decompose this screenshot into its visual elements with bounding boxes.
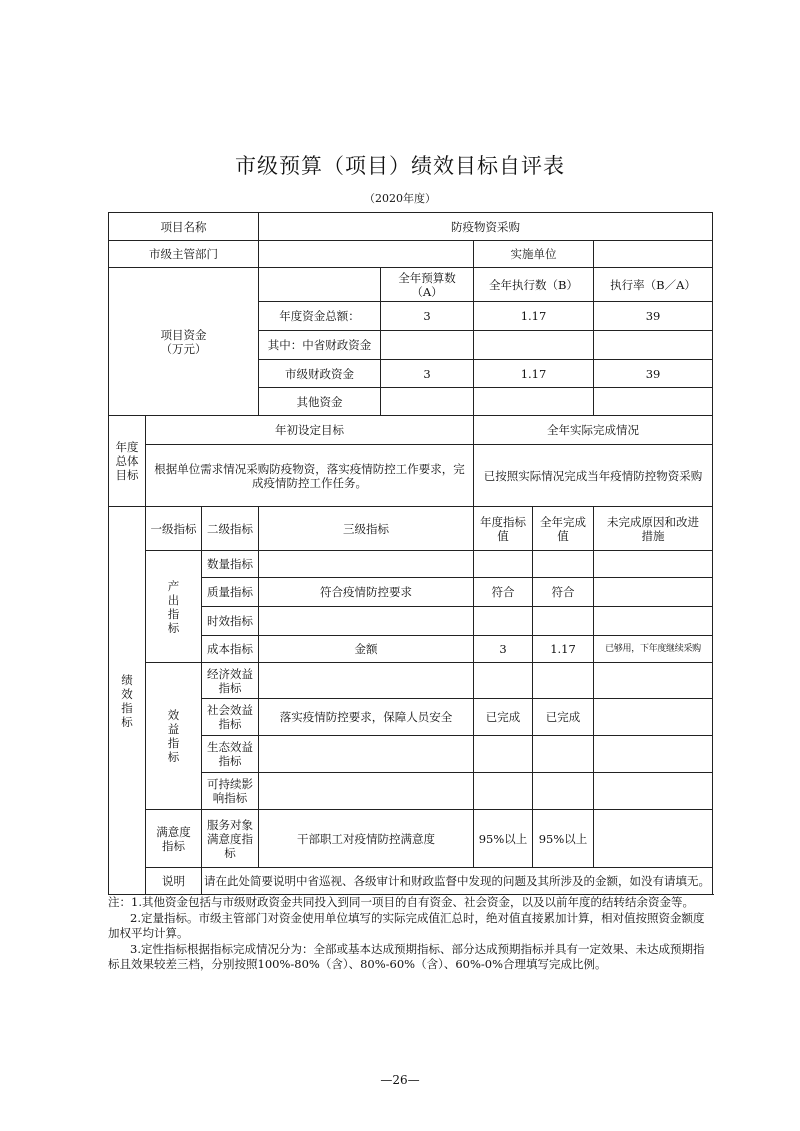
other-funds-label: 其他资金	[259, 388, 381, 416]
prov-budget-value	[381, 331, 474, 360]
quantity-target	[474, 551, 533, 578]
city-funds-label: 市级财政资金	[259, 360, 381, 388]
dept-label: 市级主管部门	[109, 241, 259, 268]
quality-actual: 符合	[533, 578, 594, 607]
level1-header: 一级指标	[146, 507, 202, 551]
actual-completion-header: 全年实际完成情况	[474, 416, 713, 445]
footnote-3: 3.定性指标根据指标完成情况分为：全部或基本达成预期指标、部分达成预期指标并具有一定效果、未达成预期指标且效果较差三档，分别按照100%-80%（含）、80%-60%（含）、60%-0%合理填写完成比例。	[108, 941, 705, 971]
budget-col-header: 全年预算数 （A）	[381, 268, 474, 302]
total-exec-value: 1.17	[474, 302, 594, 331]
timeliness-reason	[594, 607, 713, 636]
satisfaction-indicators-label: 满意度 指标	[146, 810, 202, 868]
explain-text: 请在此处简要说明中省巡视、各级审计和财政监督中发现的问题及其所涉及的金额，如没有请填无。	[202, 868, 713, 895]
total-budget-value: 3	[381, 302, 474, 331]
economic-actual	[533, 663, 594, 699]
city-exec-value: 1.17	[474, 360, 594, 388]
quality-reason	[594, 578, 713, 607]
ecological-target	[474, 736, 533, 773]
other-rate-value	[594, 388, 713, 416]
sustainable-reason	[594, 773, 713, 810]
rate-col-header: 执行率（B／A）	[594, 268, 713, 302]
page-number: —26—	[380, 1073, 420, 1087]
perf-indicators-label: 绩 效 指 标	[109, 507, 146, 895]
year-label: （2020年度）	[364, 192, 436, 205]
exec-col-header: 全年执行数（B）	[474, 268, 594, 302]
footnote-2: 2.定量指标。市级主管部门对资金使用单位填写的实际完成值汇总时，绝对值直接累加计算，相对值按照资金额度加权平均计算。	[108, 910, 705, 940]
footnotes	[108, 895, 712, 973]
timeliness-actual	[533, 607, 594, 636]
initial-goal-text: 根据单位需求情况采购防疫物资，落实疫情防控工作要求，完成疫情防控工作任务。	[146, 445, 474, 507]
prov-exec-value	[474, 331, 594, 360]
social-actual: 已完成	[533, 699, 594, 736]
satisfaction-target: 95%以上	[474, 810, 533, 868]
annual-actual-header: 全年完成 值	[533, 507, 594, 551]
cost-actual: 1.17	[533, 636, 594, 663]
total-rate-value: 39	[594, 302, 713, 331]
sustainable-actual	[533, 773, 594, 810]
sustainable-indicator-label: 可持续影 响指标	[202, 773, 259, 810]
cost-reason: 已够用，下年度继续采购	[594, 636, 713, 663]
timeliness-indicator-label: 时效指标	[202, 607, 259, 636]
ecological-reason	[594, 736, 713, 773]
ecological-actual	[533, 736, 594, 773]
ecological-level3	[259, 736, 474, 773]
social-indicator-label: 社会效益 指标	[202, 699, 259, 736]
evaluation-table	[108, 212, 713, 895]
quantity-level3	[259, 551, 474, 578]
economic-indicator-label: 经济效益 指标	[202, 663, 259, 699]
level3-header: 三级指标	[259, 507, 474, 551]
other-exec-value	[474, 388, 594, 416]
quantity-indicator-label: 数量指标	[202, 551, 259, 578]
economic-reason	[594, 663, 713, 699]
impl-unit-value	[594, 241, 713, 268]
total-funds-label: 年度资金总额：	[259, 302, 381, 331]
satisfaction-level3: 干部职工对疫情防控满意度	[259, 810, 474, 868]
funds-label: 项目资金 （万元）	[109, 268, 259, 416]
output-indicators-label: 产 出 指 标	[146, 551, 202, 663]
quality-target: 符合	[474, 578, 533, 607]
cost-level3: 金额	[259, 636, 474, 663]
cost-target: 3	[474, 636, 533, 663]
initial-goal-header: 年初设定目标	[146, 416, 474, 445]
project-name-value: 防疫物资采购	[259, 213, 713, 241]
sustainable-level3	[259, 773, 474, 810]
annual-target-header: 年度指标 值	[474, 507, 533, 551]
city-rate-value: 39	[594, 360, 713, 388]
economic-level3	[259, 663, 474, 699]
level2-header: 二级指标	[202, 507, 259, 551]
ecological-indicator-label: 生态效益 指标	[202, 736, 259, 773]
city-budget-value: 3	[381, 360, 474, 388]
dept-value	[259, 241, 474, 268]
prov-rate-value	[594, 331, 713, 360]
other-budget-value	[381, 388, 474, 416]
quality-level3: 符合疫情防控要求	[259, 578, 474, 607]
annual-goal-label: 年度 总体 目标	[109, 416, 146, 507]
footnote-1: 注：1.其他资金包括与市级财政资金共同投入到同一项目的自有资金、社会资金，以及以前年度的结转结余资金等。	[108, 895, 694, 909]
satisfaction-actual: 95%以上	[533, 810, 594, 868]
quantity-reason	[594, 551, 713, 578]
benefit-indicators-label: 效 益 指 标	[146, 663, 202, 810]
quality-indicator-label: 质量指标	[202, 578, 259, 607]
sustainable-target	[474, 773, 533, 810]
cost-indicator-label: 成本指标	[202, 636, 259, 663]
impl-unit-label: 实施单位	[474, 241, 594, 268]
service-satisfaction-label: 服务对象 满意度指 标	[202, 810, 259, 868]
quantity-actual	[533, 551, 594, 578]
actual-completion-text: 已按照实际情况完成当年疫情防控物资采购	[474, 445, 713, 507]
explain-label: 说明	[146, 868, 202, 895]
social-reason	[594, 699, 713, 736]
page-title: 市级预算（项目）绩效目标自评表	[235, 154, 565, 178]
timeliness-level3	[259, 607, 474, 636]
project-name-label: 项目名称	[109, 213, 259, 241]
prov-funds-label: 其中：中省财政资金	[259, 331, 381, 360]
reason-header: 未完成原因和改进 措施	[594, 507, 713, 551]
economic-target	[474, 663, 533, 699]
timeliness-target	[474, 607, 533, 636]
satisfaction-reason	[594, 810, 713, 868]
funds-header-blank	[259, 268, 381, 302]
social-level3: 落实疫情防控要求，保障人员安全	[259, 699, 474, 736]
social-target: 已完成	[474, 699, 533, 736]
